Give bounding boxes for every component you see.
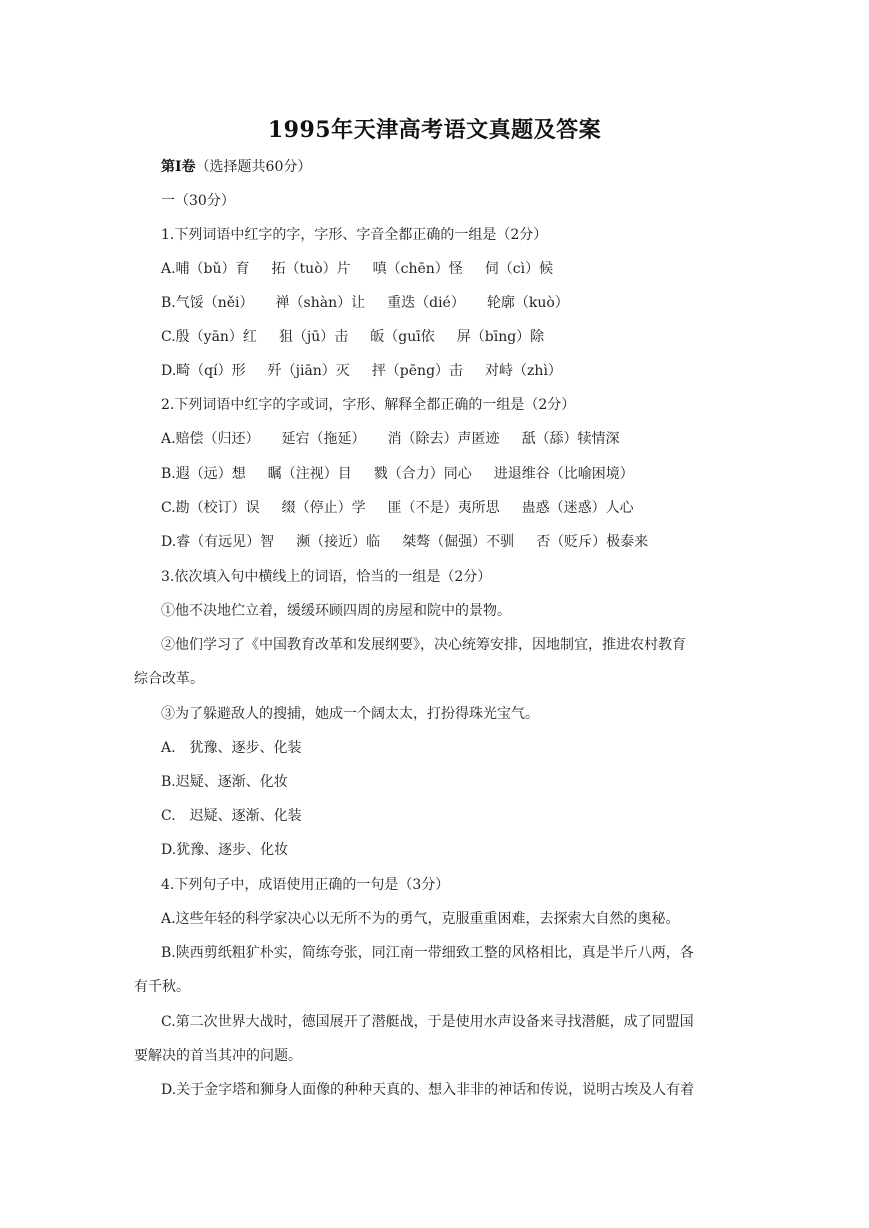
option-item: 舐（舔）犊情深	[521, 431, 620, 447]
option-item: 消（除去）声匿迹	[387, 431, 500, 447]
option-item: 拓（tuò）片	[271, 261, 351, 277]
question-2-option-b	[161, 464, 634, 484]
option-item: 桀骜（倔强）不驯	[402, 534, 515, 550]
option-item: A.哺（bǔ）育	[161, 261, 250, 277]
question-2-stem: 2.下列词语中红字的字或词，字形、解释全都正确的一组是（2分）	[161, 397, 576, 413]
question-1-option-a	[161, 259, 553, 279]
question-3-option-a: A. 犹豫、逐步、化装	[161, 740, 302, 756]
question-3-sentence-3: ③为了躲避敌人的搜捕，她成一个阔太太，打扮得珠光宝气。	[161, 706, 539, 722]
question-3-sentence-2-cont: 综合改革。	[134, 671, 204, 687]
question-3-option-b: B.迟疑、逐渐、化妆	[161, 774, 288, 790]
question-4-option-b-cont: 有千秋。	[134, 979, 190, 995]
page-title: 1995年天津高考语文真题及答案	[267, 117, 602, 143]
option-item: 禅（shàn）让	[275, 295, 366, 311]
option-item: 抨（pēng）击	[371, 363, 464, 379]
question-4-option-d: D.关于金字塔和狮身人面像的种种天真的、想入非非的神话和传说，说明古埃及人有着	[161, 1082, 695, 1098]
question-3-sentence-1: ①他不决地伫立着，缓缓环顾四周的房屋和院中的景物。	[161, 603, 511, 619]
option-item: 瞩（注视）目	[267, 466, 352, 482]
option-item: 缀（停止）学	[281, 500, 366, 516]
option-item: 延宕（拖延）	[281, 431, 366, 447]
option-item: 伺（cì）候	[484, 261, 554, 277]
question-1-option-c	[161, 327, 544, 347]
option-item: 蛊惑（迷惑）人心	[521, 500, 634, 516]
question-4-option-c: C.第二次世界大战时，德国展开了潜艇战，于是使用水声设备来寻找潜艇，成了同盟国	[161, 1014, 694, 1030]
option-item: B.气馁（něi）	[161, 295, 254, 311]
option-item: D.畸（qí）形	[161, 363, 246, 379]
question-1-stem: 1.下列词语中红字的字，字形、字音全都正确的一组是（2分）	[161, 227, 548, 243]
option-item: 进退维谷（比喻困境）	[493, 466, 634, 482]
option-item: 戮（合力）同心	[373, 466, 472, 482]
option-item: 屏（bīng）除	[456, 329, 545, 345]
question-2-option-a	[161, 429, 620, 449]
question-4-stem: 4.下列句子中，成语使用正确的一句是（3分）	[161, 877, 450, 893]
option-item: 濒（接近）临	[296, 534, 381, 550]
option-item: A.赔偿（归还）	[161, 431, 260, 447]
question-4-option-b: B.陕西剪纸粗犷朴实，简练夸张，同江南一带细致工整的风格相比，真是半斤八两，各	[161, 945, 694, 961]
section-note: （选择题共60分）	[195, 159, 312, 175]
option-item: 歼（jiān）灭	[267, 363, 350, 379]
question-1-option-d	[161, 361, 562, 381]
question-2-option-d	[161, 532, 648, 552]
section-label: 第Ⅰ卷	[161, 159, 196, 175]
option-item: C.殷（yān）红	[161, 329, 257, 345]
question-4-option-c-cont: 要解决的首当其冲的问题。	[134, 1048, 302, 1064]
option-item: C.勘（校订）误	[161, 500, 260, 516]
question-3-option-c: C. 迟疑、逐渐、化装	[161, 808, 302, 824]
option-item: 对峙（zhì）	[485, 363, 562, 379]
option-item: 狙（jū）击	[278, 329, 349, 345]
question-3-option-d: D.犹豫、逐步、化妆	[161, 842, 289, 858]
question-4-option-a: A.这些年轻的科学家决心以无所不为的勇气，克服重重困难，去探索大自然的奥秘。	[161, 911, 680, 927]
option-item: 匪（不是）夷所思	[387, 500, 500, 516]
question-1-option-b	[161, 293, 569, 313]
option-item: D.睿（有远见）智	[161, 534, 275, 550]
option-item: 重迭（dié）	[387, 295, 465, 311]
option-item: 嗔（chēn）怪	[372, 261, 463, 277]
part-heading: 一（30分）	[161, 193, 235, 209]
question-3-sentence-2: ②他们学习了《中国教育改革和发展纲要》，决心统筹安排，因地制宜，推进农村教育	[161, 637, 686, 653]
section-header	[161, 157, 311, 177]
question-3-stem: 3.依次填入句中横线上的词语，恰当的一组是（2分）	[161, 569, 492, 585]
option-item: 轮廓（kuò）	[486, 295, 569, 311]
option-item: 皈（guī依	[370, 329, 435, 345]
option-item: 否（贬斥）极泰来	[536, 534, 649, 550]
question-2-option-c	[161, 498, 634, 518]
option-item: B.遐（远）想	[161, 466, 246, 482]
